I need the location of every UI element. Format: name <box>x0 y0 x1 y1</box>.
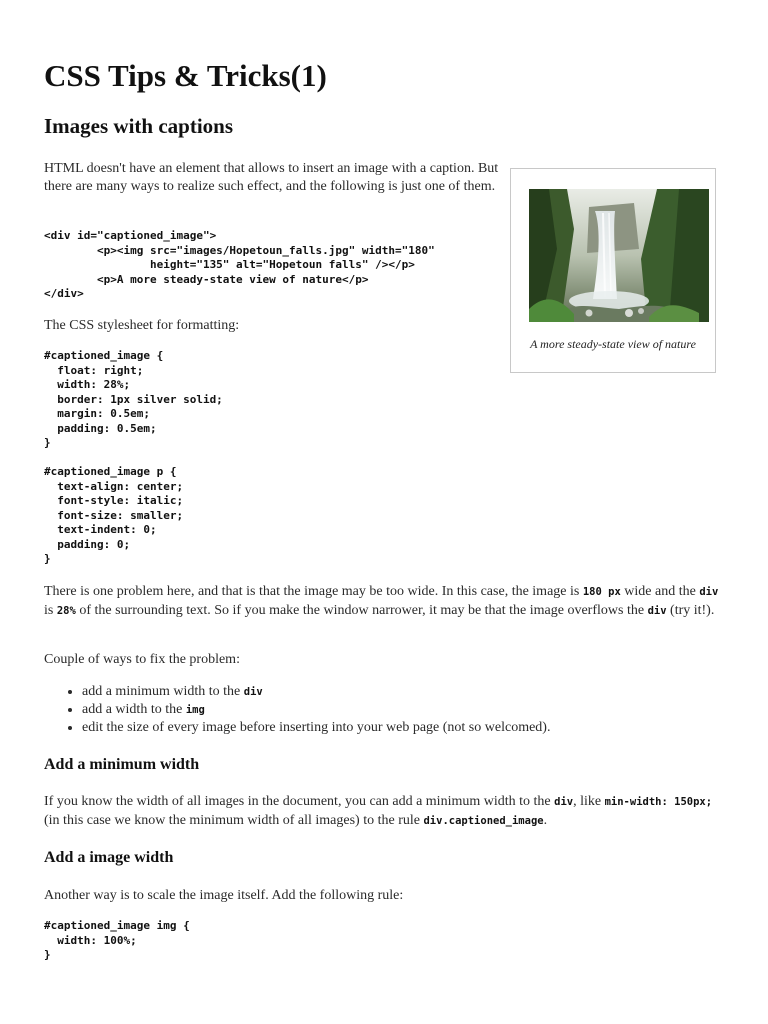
image-width-heading: Add a image width <box>44 849 174 866</box>
problem-paragraph <box>44 583 724 620</box>
figure-caption: A more steady-state view of nature <box>530 337 696 351</box>
fix-intro-paragraph: Couple of ways to fix the problem: <box>44 652 240 667</box>
image-width-paragraph: Another way is to scale the image itself. Add the following rule: <box>44 888 404 903</box>
page-title: CSS Tips & Tricks(1) <box>44 58 327 93</box>
inline-code: div <box>243 686 263 698</box>
inline-code: min-width: 150px; <box>604 796 713 808</box>
inline-code: 28% <box>56 604 76 617</box>
intro-paragraph: HTML doesn't have an element that allows to insert an image with a caption. But there are many ways to realize such effect, and the following is just one of them. <box>44 161 499 194</box>
inline-code: img <box>185 704 205 716</box>
fix-list <box>44 683 550 737</box>
inline-code: div <box>699 586 719 598</box>
captioned-image-figure <box>510 168 716 373</box>
list-item-text: add a minimum width to the <box>82 684 244 699</box>
min-width-text-1: If you know the width of all images in the document, you can add a minimum width to the <box>44 794 555 809</box>
html-code-block: <div id="captioned_image"> <p><img src="images/Hopetoun_falls.jpg" width="180" height="135" alt="Hopetoun falls" /></p> <p>A more steady-state view of nature</p> </div> <box>44 229 435 300</box>
list-item-text: edit the size of every image before inserting into your web page (not so welcomed). <box>82 720 551 735</box>
problem-text-1: There is one problem here, and that is that the image may be too wide. In this case, the image is <box>44 584 583 599</box>
list-item <box>82 719 550 737</box>
inline-code: 180 px <box>582 586 621 598</box>
css-code-block-3: #captioned_image img { width: 100%; } <box>44 919 190 961</box>
min-width-text-3: (in this case we know the minimum width of all images) to the rule <box>44 812 424 828</box>
min-width-heading: Add a minimum width <box>44 756 200 773</box>
waterfall-image <box>529 189 709 322</box>
problem-text-4: of the surrounding text. So if you make the window narrower, it may be that the image overflows the <box>75 602 648 618</box>
list-item <box>82 701 550 719</box>
min-width-text-4: . <box>543 812 548 828</box>
list-item-text: add a width to the <box>82 702 186 717</box>
inline-code: div <box>647 604 667 617</box>
inline-code: div <box>554 796 574 808</box>
inline-code: div.captioned_image <box>423 814 544 827</box>
problem-text-3: is <box>44 602 57 618</box>
min-width-paragraph <box>44 793 724 830</box>
min-width-text-2: , like <box>573 794 605 809</box>
problem-text-2: wide and the <box>620 584 700 599</box>
css-code-block-1: #captioned_image { float: right; width: 28%; border: 1px silver solid; margin: 0.5em; padding: 0.5em; } <box>44 349 223 449</box>
section-heading: Images with captions <box>44 114 234 138</box>
css-code-block-2: #captioned_image p { text-align: center; font-style: italic; font-size: smaller; text-indent: 0; padding: 0; } <box>44 465 184 565</box>
list-item <box>82 683 550 701</box>
problem-text-5: (try it!). <box>666 602 715 618</box>
css-intro-paragraph: The CSS stylesheet for formatting: <box>44 318 240 333</box>
